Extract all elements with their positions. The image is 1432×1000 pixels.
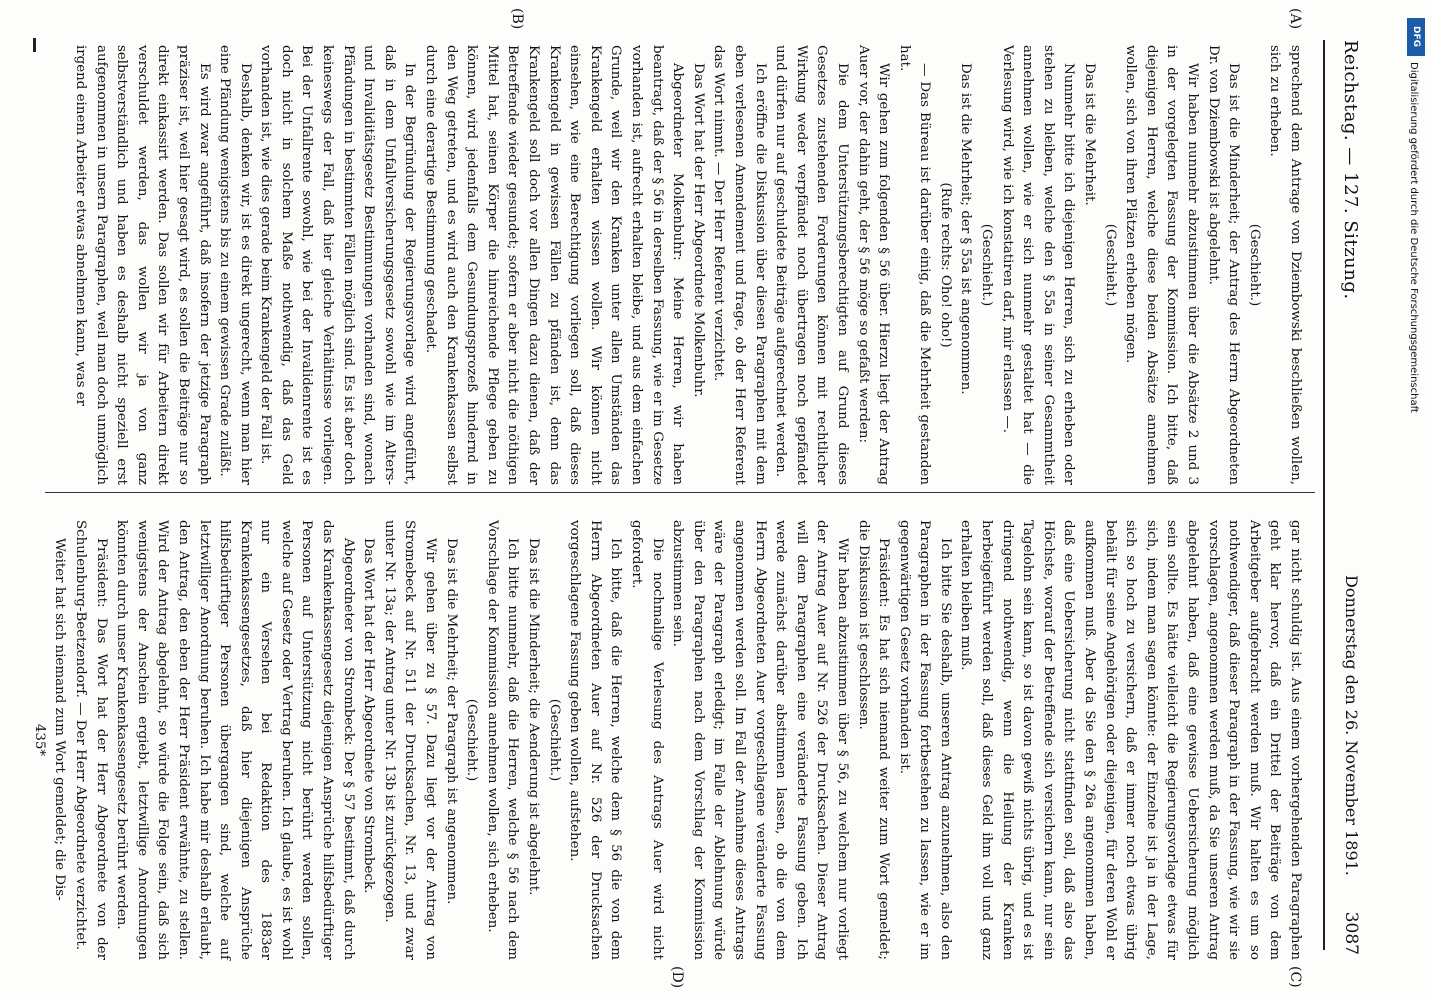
speech-paragraph: Abgeordneter Molkenbuhr: Meine Herren, wir haben beantragt, daß der § 56 in derselben Fassung, wie er im Gesetze vorhanden ist, aufrecht erhalten bleibe, und aus dem einfachen Grunde, weil wir den Kranken unter allen Umständen das Krankengeld erhalten wissen wollen. Wir können nicht einsehen, wie eine Berechtigung vorliegen soll, daß dieses Krankengeld in gewissen Fällen zu pfänden ist, denn das Krankengeld soll doch vor allen Dingen dazu dienen, daß der Betreffende wieder gesundet; sofern er aber nicht die nöthigen Mittel hat, seinen Körper die hinreichende Pflege geben zu können, wird jedenfalls dem Gesundungsprozeß hindernd in den Weg getreten, und es wird auch den Krankenkassen selbst durch eine derartige Bestimmung geschadet. xyxy=(423,45,686,485)
paragraph: Das ist die Mehrheit; der Paragraph ist angenommen. xyxy=(443,538,459,905)
paragraph: Wir gehen zum folgenden § 56 über. Hierzu liegt der Antrag Auer vor, der dahin geht, der § 56 möge so gefaßt werden: xyxy=(855,45,892,485)
paragraph: Nunmehr bitte ich diejenigen Herren, sich zu erheben oder stehen zu bleiben, welche den § 55a in seiner Gesammtheit annehmen wollen, wie er sich nunmehr gestaltet hat — die Verlesung wird, wie ich konstatiren darf, mir erlassen —. xyxy=(999,45,1077,485)
paragraph: Ich bitte Sie deshalb, unseren Antrag anzunehmen, also den Paragraphen in der Fassung fortbestehen zu lassen, wie er im gegenwärtigen Gesetz vorhanden ist. xyxy=(896,520,953,960)
paragraph: Wir gehen über zu § 57. Dazu liegt vor der Antrag von Stromebeck auf Nr. 511 der Drucksachen, Nr. 13, und zwar unter Nr. 13a; der Antrag unter Nr. 13b ist zurückgezogen. xyxy=(381,520,439,960)
stage-direction: (Geschieht.) xyxy=(546,698,562,782)
quoted-amendment: Die dem Unterstützungsberechtigten auf Grund dieses Gesetzes zustehenden Forderungen können mit rechtlicher Wirkung weder verpfändet noch übertragen noch gepfändet und dürfen nur auf geschuldete Beiträge aufgerechnet werden. xyxy=(773,45,850,485)
paragraph: Wir haben abzustimmen über § 56, zu welchem nur vorliegt der Antrag Auer auf Nr. 526 der Drucksachen. Dieser Antrag will dem Paragraphen eine veränderte Fassung geben. Ich werde zunächst darüber abstimmen lassen, ob die von dem Herrn Abgeordneten Auer vorgeschlagene veränderte Fassung angenommen werden soll. Im Fall der Annahme dieses Antrags wäre der Paragraph erledigt; im Falle der Ablehnung würde über den Paragraphen nach dem Vorschlag der Kommission abzustimmen sein. xyxy=(670,520,850,960)
dfg-watermark xyxy=(1405,10,1427,990)
margin-marker-b: (B) xyxy=(509,8,525,30)
stage-direction: (Rufe rechts: Oho! oho!) xyxy=(937,182,953,348)
paragraph: Deshalb, denken wir, ist es direkt ungerecht, wenn man hier eine Pfändung wenigstens bis zu einem gewissen Grade zuläßt. xyxy=(217,45,253,485)
paragraph: Ich bitte nunmehr, daß die Herren, welche § 56 nach dem Vorschlage der Kommission annehmen wollen, sich erheben. xyxy=(484,520,521,960)
president-paragraph: Präsident: Es hat sich niemand weiter zum Wort gemeldet; die Diskussion ist geschlossen. xyxy=(855,520,892,960)
margin-marker-a: (A) xyxy=(1287,8,1303,30)
paragraph: Das ist die Minderheit; die Aenderung ist abgelehnt. xyxy=(526,538,542,896)
rotated-page xyxy=(15,0,1385,1000)
signature-mark: 435* xyxy=(31,723,47,757)
speech-paragraph: Abgeordneter von Strombeck: Der § 57 bestimmt, daß durch das Krankenkassengesetz diejenigen Ansprüche hilfsbedürftiger Personen auf Unterstützung nicht berührt werden sollen, welche auf Gesetz oder Vertrag beruhen. Ich glaube, es ist wohl nur ein Versehen bei Redaktion des 1883er Krankenkassengesetzes, daß hier diejenigen Ansprüche hilfsbedürftiger Personen übergangen sind, welche auf letztwilliger Anordnung beruhen. Ich habe mir deshalb erlaubt, den Antrag, den eben der Herr Präsident erwähnte, zu stellen. Wird der Antrag abgelehnt, so würde die Folge sein, daß sich wenigstens der Anschein ergiebt, letztwillige Anordnungen könnten durch unser Krankenkassengesetz berührt werden. xyxy=(114,520,356,960)
column-divider xyxy=(45,492,1315,493)
paragraph: Das ist die Mehrheit; der § 55a ist angenommen. xyxy=(958,63,974,395)
page-number: 3087 xyxy=(1341,911,1361,955)
stage-direction: (Geschieht.) xyxy=(1246,223,1262,307)
stage-direction: (Geschieht.) xyxy=(979,223,995,307)
paragraph: Das Wort hat der Herr Abgeordnete Molkenbuhr. xyxy=(690,63,706,398)
paragraph: Es wird zwar angeführt, daß insofern der jetzige Paragraph präziser ist, weil hier gesagt wird, es sollen die Beiträge nur so direkt einkassirt werden. Das sollen wir für Arbeitern direkt verschuldet werden, das wollen wir ja von ganz selbstverständlich und haben es deshalb nicht speziell erst aufgenommen in unsern Paragraphen, weil man doch unmöglich irgend einem Arbeiter etwas abnehmen kann, was er xyxy=(72,45,212,485)
margin-marker-d: (D) xyxy=(669,966,685,989)
header-rule xyxy=(1323,40,1325,950)
paragraph: Ich eröffne die Diskussion über diesen Paragraphen mit dem eben verlesenen Amendement und frage, ob der Herr Referent das Wort nimmt. — Der Herr Referent verzichtet. xyxy=(711,45,768,485)
paragraph: — Das Büreau ist darüber einig, daß die Mehrheit gestanden hat. xyxy=(896,45,933,485)
header-date: Donnerstag den 26. November 1891. xyxy=(1342,575,1361,876)
paragraph: In der Begründung der Regierungsvorlage wird angeführt, daß in dem Unfallversicherungsgesetz sowohl wie im Alters- und Invaliditätsgesetz Bestimmungen vorhanden sind, wonach Pfändungen in bestimmten Fällen möglich sind. Es ist aber doch keineswegs der Fall, daß hier gleiche Verhältnisse vorliegen. Bei der Unfallrente sowohl, wie bei der Invalidenrente ist es doch nicht in solchem Maße nothwendig, daß das Geld vorhanden ist, wie dies gerade beim Krankengeld der Fall ist. xyxy=(258,45,418,485)
margin-marker-c: (C) xyxy=(1287,966,1303,988)
stage-direction: (Geschieht.) xyxy=(1102,223,1118,307)
page-header xyxy=(1335,0,1365,1000)
paragraph: Die nochmalige Verlesung des Antrags Auer wird nicht gefordert. xyxy=(629,520,665,960)
dfg-logo: DFG xyxy=(1407,18,1425,56)
paragraph: sprechend dem Antrage von Dziembowski beschließen wollen, sich zu erheben. xyxy=(1267,45,1303,485)
paragraph: Das ist die Minderheit; der Antrag des Herrn Abgeordneten Dr. von Dziembowski ist abgelehnt. xyxy=(1205,45,1242,485)
paragraph: Das Wort hat der Herr Abgeordnete von Strombeck. xyxy=(361,538,377,894)
paragraph: Ich bitte, daß die Herren, welche dem § 56 die von dem Herrn Abgeordneten Auer auf Nr. 526 der Drucksachen vorgeschlagene Fassung geben wollen, aufstehen. xyxy=(567,520,624,960)
paragraph: Weiter hat sich niemand zum Wort gemeldet; die Dis- xyxy=(52,538,68,901)
stage-direction: (Geschieht.) xyxy=(464,698,480,782)
president-paragraph: Präsident: Das Wort hat der Herr Abgeordnete von der Schulenburg-Beetzendorf. — Der Herr Abgeordnete verzichtet. xyxy=(72,520,109,960)
right-column xyxy=(31,520,1305,960)
header-left: Reichstag. — 127. Sitzung. xyxy=(1340,40,1361,300)
left-column xyxy=(45,45,1305,485)
dfg-notice: Digitalisierung gefördert durch die Deutsche Forschungsgemeinschaft xyxy=(1408,62,1419,413)
paragraph: gar nicht schuldig ist. Aus einem vorhergehenden Paragraphen geht klar hervor, daß ein Drittel der Beiträge von dem Arbeitgeber aufgebracht werden muß. Wir halten es um so nothwendiger, daß dieser Paragraph in der Fassung, wie wir sie vorschlagen, angenommen werden muß, da Sie unseren Antrag abgelehnt haben, daß eine gewisse Uebersicherung möglich sein sollte. Es hätte vielleicht die Regierungsvorlage etwas für sich, indem man sagen könnte: der Einzelne ist ja in der Lage, sich so hoch zu versichern, daß er immer noch etwas übrig behält für seine Angehörigen oder diejenigen, für deren Wohl er aufkommen muß. Aber da Sie den § 26a angenommen haben, daß eine Uebersicherung nicht stattfinden soll, daß also das Höchste, worauf der Betreffende sich versichern kann, nur sein Tagelohn sein kann, so ist davon gewiß nichts übrig, und es ist dringend nothwendig, wenn die Heilung der Kranken herbeigeführt werden soll, daß dieses Geld ihm voll und ganz erhalten bleiben muß. xyxy=(958,520,1303,960)
paragraph: Wir haben nunmehr abzustimmen über die Absätze 2 und 3 in der vorgelegten Fassung der Kommission. Ich bitte, daß diejenigen Herren, welche diese beiden Absätze annehmen wollen, sich von ihren Plätzen erheben mögen. xyxy=(1123,45,1201,485)
paragraph: Das ist die Mehrheit. xyxy=(1082,63,1098,206)
